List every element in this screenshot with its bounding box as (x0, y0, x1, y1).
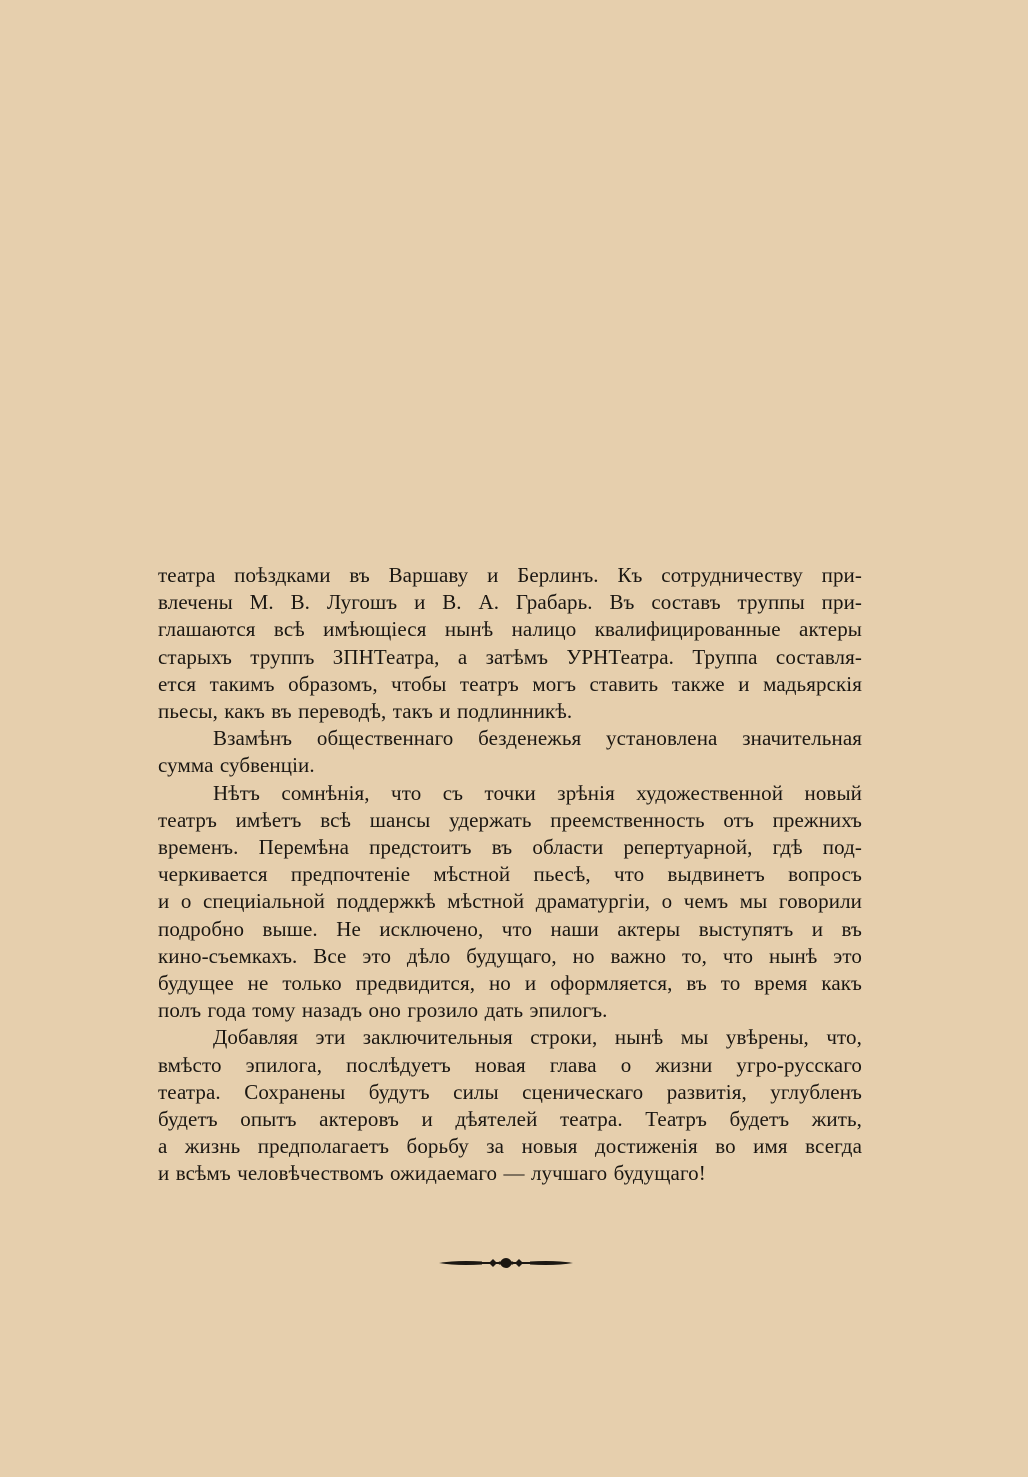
text-line: подробно выше. Не исключено, что наши актеры выступятъ и въ (158, 916, 862, 941)
text-line: Взамѣнъ общественнаго безденежья установлена значительная (213, 726, 862, 751)
text-line: черкивается предпочтеніе мѣстной пьесѣ, что выдвинетъ вопросъ (158, 862, 862, 887)
paragraph-1 (158, 562, 862, 725)
text-line: и о специіальной поддержкѣ мѣстной драматургіи, о чемъ мы говорили (158, 889, 862, 914)
text-line: Добавляя эти заключительныя строки, нынѣ мы увѣрены, что, (213, 1025, 862, 1050)
text-line: влечены М. В. Лугошъ и В. А. Грабарь. Въ составъ труппы при- (158, 590, 862, 615)
text-line: глашаются всѣ имѣющіеся нынѣ налицо квалифицированные актеры (158, 617, 862, 642)
text-line: временъ. Перемѣна предстоитъ въ области репертуарной, гдѣ под- (158, 835, 862, 860)
text-line: кино-съемкахъ. Все это дѣло будущаго, но важно то, что нынѣ это (158, 943, 862, 968)
text-line: ется такимъ образомъ, чтобы театръ могъ ставить также и мадьярскія (158, 671, 862, 696)
text-line: будетъ опытъ актеровъ и дѣятелей театра. Театръ будетъ жить, (158, 1107, 862, 1132)
text-line: театръ имѣетъ всѣ шансы удержать преемственность отъ прежнихъ (158, 807, 862, 832)
text-line: старыхъ труппъ ЗПНТеатра, а затѣмъ УРНТеатра. Труппа составля- (158, 644, 862, 669)
ornamental-divider-icon (437, 1255, 575, 1271)
paragraph-4 (158, 1024, 862, 1187)
text-line: вмѣсто эпилога, послѣдуетъ новая глава о жизни угро-русскаго (158, 1052, 862, 1077)
paragraph-2 (158, 725, 862, 779)
text-line: пьесы, какъ въ переводѣ, такъ и подлинникѣ. (158, 699, 573, 724)
text-line: театра. Сохранены будутъ силы сценическаго развитія, углубленъ (158, 1079, 862, 1104)
text-line: и всѣмъ человѣчествомъ ожидаемаго — лучшаго будущаго! (158, 1161, 706, 1186)
paragraph-3 (158, 780, 862, 1025)
text-line: а жизнь предполагаетъ борьбу за новыя достиженія во имя всегда (158, 1134, 862, 1159)
text-line: Нѣтъ сомнѣнія, что съ точки зрѣнія художественной новый (213, 780, 862, 805)
text-line: полъ года тому назадъ оно грозило дать эпилогъ. (158, 998, 608, 1023)
text-line: будущее не только предвидится, но и оформляется, въ то время какъ (158, 971, 862, 996)
text-line: театра поѣздками въ Варшаву и Берлинъ. Къ сотрудничеству при- (158, 563, 862, 587)
text-line: сумма субвенціи. (158, 753, 315, 778)
body-text (158, 562, 862, 1188)
